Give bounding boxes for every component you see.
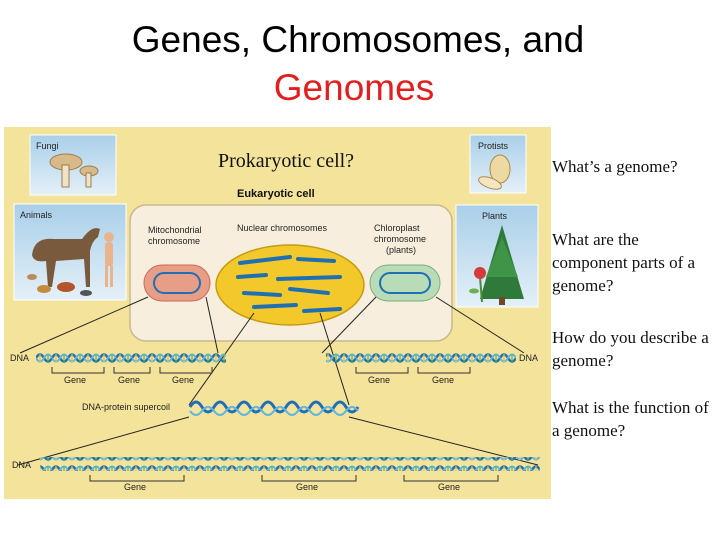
dna-helix-bottom — [40, 457, 540, 471]
slide-title: Genes, Chromosomes, and — [131, 19, 585, 60]
nucleus — [216, 245, 364, 325]
dna-label-right: DNA — [519, 353, 539, 363]
gene-label-6: Gene — [124, 482, 147, 492]
question-4: What is the function of a genome? — [552, 398, 709, 440]
gene-label-3: Gene — [172, 375, 195, 385]
dna-helix-left — [36, 350, 226, 364]
gene-brackets-left — [52, 367, 212, 373]
question-3: How do you describe a genome? — [552, 328, 709, 370]
gene-label-1: Gene — [64, 375, 87, 385]
prokaryotic-cell-question: Prokaryotic cell? — [218, 150, 355, 172]
nuclear-label: Nuclear chromosomes — [237, 223, 328, 233]
slide-title-accent: Genomes — [273, 67, 435, 108]
chloroplast — [370, 265, 440, 301]
animals-label: Animals — [20, 210, 53, 220]
chloro-label-3: (plants) — [386, 245, 417, 255]
gene-brackets-bottom — [90, 475, 498, 481]
plants-panel — [456, 205, 538, 307]
genome-figure — [4, 127, 551, 499]
supercoil-label: DNA-protein supercoil — [82, 402, 171, 412]
gene-label-7: Gene — [296, 482, 319, 492]
fungi-label: Fungi — [36, 141, 59, 151]
fungi-panel — [30, 135, 116, 195]
eukaryotic-cell-label: Eukaryotic cell — [237, 188, 315, 200]
question-1: What’s a genome? — [552, 157, 678, 176]
gene-label-4: Gene — [368, 375, 391, 385]
dna-label-bottom: DNA — [12, 460, 32, 470]
eukaryotic-cell — [130, 188, 452, 341]
animals-panel — [14, 204, 126, 300]
chloro-label-1: Chloroplast — [374, 223, 420, 233]
gene-label-8: Gene — [438, 482, 461, 492]
mito-label-1: Mitochondrial — [148, 225, 202, 235]
gene-brackets-right — [356, 367, 470, 373]
chloro-label-2: chromosome — [374, 234, 427, 244]
plants-label: Plants — [482, 211, 508, 221]
question-2: What are the component parts of a genome? — [552, 230, 696, 295]
dna-supercoil — [190, 402, 358, 415]
genome-diagram — [4, 127, 551, 499]
gene-label-5: Gene — [432, 375, 455, 385]
dna-label-left: DNA — [10, 353, 30, 363]
protists-panel — [470, 135, 526, 193]
mitochondrion — [144, 265, 210, 301]
mito-label-2: chromosome — [148, 236, 201, 246]
protists-label: Protists — [478, 141, 509, 151]
gene-label-2: Gene — [118, 375, 141, 385]
dna-helix-right — [326, 350, 516, 364]
